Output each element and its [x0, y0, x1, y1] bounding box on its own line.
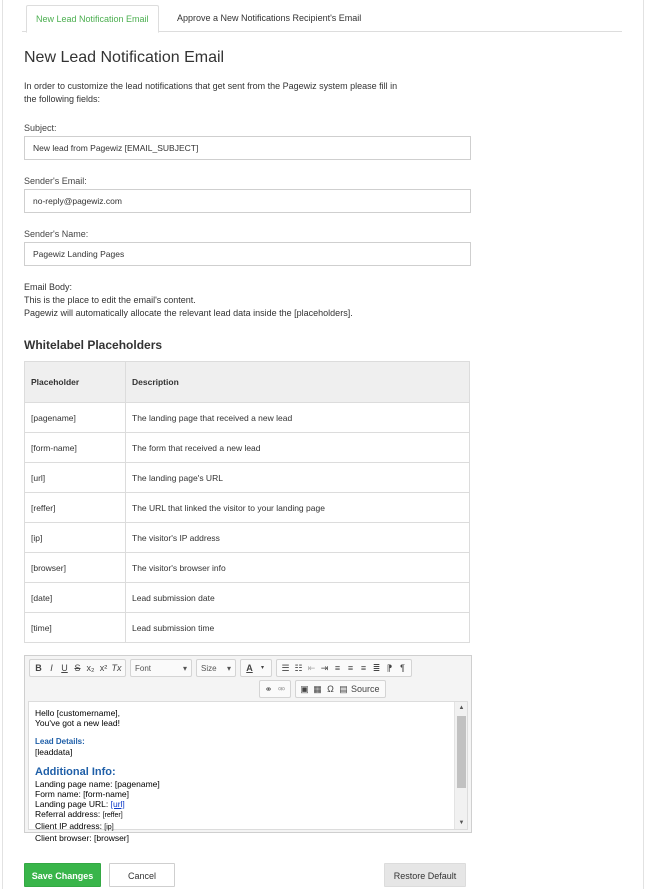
ltr-direction-icon[interactable]: ⁋ [386, 663, 393, 673]
greeting-line: Hello [customername], [35, 708, 121, 718]
client-ip-value: [ip] [104, 824, 114, 831]
source-icon[interactable]: ▤ [339, 684, 348, 694]
landing-page-name-line: Landing page name: [pagename] [35, 779, 160, 789]
referral-line [35, 809, 451, 821]
placeholder-description: The landing page's URL [126, 463, 470, 493]
color-group [240, 659, 272, 677]
placeholder-key: [time] [25, 613, 126, 643]
placeholder-key: [browser] [25, 553, 126, 583]
placeholder-description: The visitor's IP address [126, 523, 470, 553]
size-select[interactable] [196, 659, 236, 677]
sender-email-input[interactable] [24, 189, 471, 213]
font-select-label: Font [135, 663, 152, 673]
description-column-header: Description [126, 362, 470, 403]
cancel-button[interactable]: Cancel [109, 863, 175, 887]
link-icon[interactable]: ⚭ [264, 684, 273, 694]
numbered-list-icon[interactable]: ☰ [281, 663, 290, 673]
font-select[interactable] [130, 659, 192, 677]
new-lead-line: You've got a new lead! [35, 718, 120, 728]
placeholder-description: Lead submission date [126, 583, 470, 613]
email-body-label: Email Body: [24, 282, 73, 292]
placeholder-key: [pagename] [25, 403, 126, 433]
subscript-button[interactable]: x₂ [86, 663, 95, 673]
additional-info-heading: Additional Info: [35, 766, 116, 778]
table-row [25, 403, 470, 433]
align-center-icon[interactable]: ≡ [347, 663, 354, 673]
sender-email-label: Sender's Email: [24, 176, 87, 186]
rtl-direction-icon[interactable]: ¶ [400, 663, 405, 673]
caret-down-icon[interactable]: ▾ [260, 665, 264, 671]
intro-text [24, 80, 444, 106]
table-row [25, 493, 470, 523]
bulleted-list-icon[interactable]: ☷ [294, 663, 303, 673]
strikethrough-button[interactable]: S [74, 663, 81, 673]
save-changes-button[interactable]: Save Changes [24, 863, 101, 887]
unlink-icon[interactable]: ⚮ [277, 684, 286, 694]
bold-button[interactable]: B [35, 663, 42, 673]
editor-content-area[interactable] [28, 701, 468, 843]
form-name-line: Form name: [form-name] [35, 789, 129, 799]
editor-toolbar-row-2 [259, 680, 390, 698]
client-ip-prefix: Client IP address: [35, 821, 105, 831]
caret-down-icon: ▾ [226, 663, 231, 673]
indent-icon[interactable]: ⇥ [320, 663, 329, 673]
basic-styles-group [29, 659, 126, 677]
scroll-up-icon[interactable]: ▲ [458, 705, 465, 711]
table-row [25, 433, 470, 463]
source-button[interactable]: Source [351, 684, 380, 694]
size-select-label: Size [201, 663, 217, 673]
intro-line-1: In order to customize the lead notifications that get sent from the Pagewiz system please fill in [24, 81, 398, 91]
intro-line-2: the following fields: [24, 94, 101, 104]
leaddata-placeholder: [leaddata] [35, 747, 73, 757]
tab-new-lead-notification[interactable]: New Lead Notification Email [26, 5, 159, 33]
placeholder-key: [form-name] [25, 433, 126, 463]
scrollbar-thumb[interactable] [457, 716, 466, 788]
client-ip-line [35, 821, 451, 833]
superscript-button[interactable]: x² [99, 663, 108, 673]
landing-url-line [35, 799, 451, 809]
caret-down-icon: ▾ [182, 663, 187, 673]
tab-bar [22, 5, 622, 32]
insert-group [295, 680, 386, 698]
underline-button[interactable]: U [61, 663, 68, 673]
email-body-help-line-1: This is the place to edit the email's content. [24, 295, 196, 305]
email-body-help-line-2: Pagewiz will automatically allocate the relevant lead data inside the [placeholders]. [24, 308, 353, 318]
tab-approve-recipient[interactable]: Approve a New Notifications Recipient's Email [177, 13, 362, 23]
table-row [25, 583, 470, 613]
outdent-icon[interactable]: ⇤ [307, 663, 316, 673]
placeholders-table [24, 361, 470, 643]
placeholder-column-header: Placeholder [25, 362, 126, 403]
client-browser-line: Client browser: [browser] [35, 833, 130, 843]
landing-url-link[interactable]: [url] [110, 799, 125, 809]
sender-name-label: Sender's Name: [24, 229, 89, 239]
subject-input[interactable] [24, 136, 471, 160]
placeholders-title: Whitelabel Placeholders [24, 338, 163, 352]
italic-button[interactable]: I [50, 663, 53, 673]
placeholder-description: The form that received a new lead [126, 433, 470, 463]
placeholder-description: The landing page that received a new lead [126, 403, 470, 433]
email-body-help [24, 281, 464, 320]
restore-default-button[interactable]: Restore Default [384, 863, 466, 887]
page-title: New Lead Notification Email [24, 49, 225, 66]
link-group [259, 680, 291, 698]
table-row [25, 463, 470, 493]
align-left-icon[interactable]: ≡ [334, 663, 341, 673]
rich-text-editor [24, 655, 472, 843]
referral-prefix: Referral address: [35, 809, 103, 819]
placeholder-key: [date] [25, 583, 126, 613]
justify-icon[interactable]: ≣ [372, 663, 381, 673]
placeholder-key: [reffer] [25, 493, 126, 523]
scroll-down-icon[interactable]: ▼ [458, 820, 465, 826]
lead-details-label: Lead Details: [35, 737, 85, 746]
landing-url-prefix: Landing page URL: [35, 799, 111, 809]
special-char-icon[interactable]: Ω [327, 684, 334, 694]
text-color-button[interactable]: A [246, 663, 253, 673]
subject-label: Subject: [24, 123, 57, 133]
editor-toolbar-row-1 [29, 659, 416, 677]
placeholder-key: [url] [25, 463, 126, 493]
sender-name-input[interactable] [24, 242, 471, 266]
table-icon[interactable]: ▦ [313, 684, 322, 694]
referral-value: [reffer] [102, 812, 123, 819]
table-row [25, 523, 470, 553]
placeholder-description: Lead submission time [126, 613, 470, 643]
remove-format-button[interactable]: Tx [111, 663, 122, 673]
placeholder-key: [ip] [25, 523, 126, 553]
editor-scrollbar[interactable] [454, 702, 467, 829]
table-header-row [25, 362, 470, 403]
list-group [276, 659, 412, 677]
table-row [25, 553, 470, 583]
placeholder-description: The URL that linked the visitor to your landing page [126, 493, 470, 523]
image-icon[interactable]: ▣ [300, 684, 309, 694]
table-row [25, 613, 470, 643]
placeholder-description: The visitor's browser info [126, 553, 470, 583]
align-right-icon[interactable]: ≡ [360, 663, 367, 673]
